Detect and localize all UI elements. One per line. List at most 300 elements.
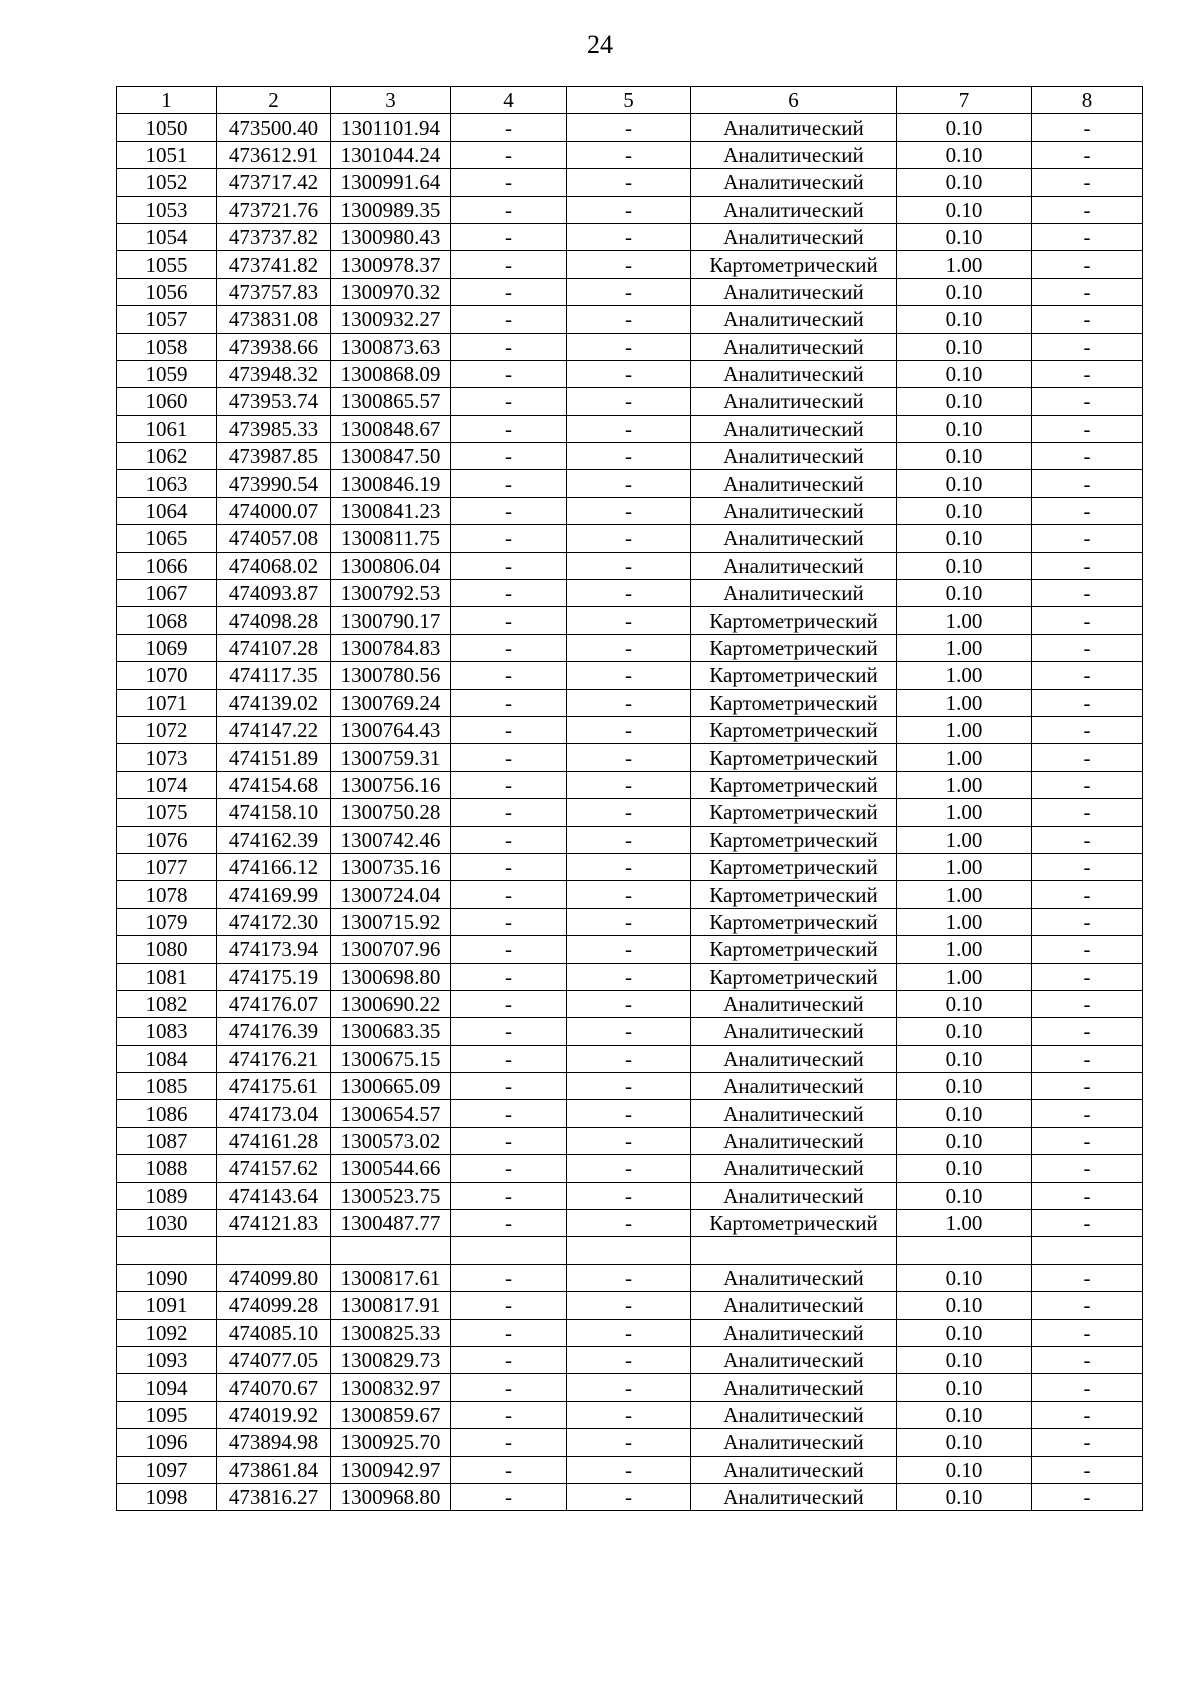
- column-8-cell: -: [1032, 881, 1143, 908]
- y-coordinate-cell: 1300523.75: [331, 1182, 451, 1209]
- column-5-cell: -: [567, 196, 691, 223]
- method-cell: [691, 1237, 897, 1264]
- point-number-cell: 1086: [117, 1100, 217, 1127]
- column-8-cell: -: [1032, 141, 1143, 168]
- table-row: [117, 771, 1143, 798]
- table-row: [117, 388, 1143, 415]
- column-5-cell: -: [567, 1210, 691, 1237]
- column-8-cell: -: [1032, 689, 1143, 716]
- table-row: [117, 1155, 1143, 1182]
- table-row: [117, 1319, 1143, 1346]
- column-5-cell: -: [567, 415, 691, 442]
- column-header: 6: [691, 87, 897, 114]
- method-cell: Аналитический: [691, 1045, 897, 1072]
- method-cell: Картометрический: [691, 634, 897, 661]
- x-coordinate-cell: 473500.40: [217, 114, 331, 141]
- column-5-cell: -: [567, 360, 691, 387]
- method-cell: Аналитический: [691, 990, 897, 1017]
- accuracy-cell: 0.10: [897, 1346, 1032, 1373]
- column-8-cell: -: [1032, 306, 1143, 333]
- y-coordinate-cell: [331, 1237, 451, 1264]
- column-4-cell: -: [451, 497, 567, 524]
- table-row: [117, 1264, 1143, 1291]
- point-number-cell: 1093: [117, 1346, 217, 1373]
- column-8-cell: -: [1032, 552, 1143, 579]
- table-row: [117, 908, 1143, 935]
- column-5-cell: -: [567, 1456, 691, 1483]
- y-coordinate-cell: 1300544.66: [331, 1155, 451, 1182]
- x-coordinate-cell: 474098.28: [217, 607, 331, 634]
- method-cell: Аналитический: [691, 1483, 897, 1510]
- column-4-cell: -: [451, 1264, 567, 1291]
- accuracy-cell: 1.00: [897, 963, 1032, 990]
- table-row: [117, 552, 1143, 579]
- column-5-cell: -: [567, 1018, 691, 1045]
- table-row: [117, 744, 1143, 771]
- method-cell: Аналитический: [691, 415, 897, 442]
- accuracy-cell: 0.10: [897, 497, 1032, 524]
- column-header: 2: [217, 87, 331, 114]
- y-coordinate-cell: 1300841.23: [331, 497, 451, 524]
- point-number-cell: 1081: [117, 963, 217, 990]
- column-4-cell: -: [451, 1483, 567, 1510]
- column-8-cell: -: [1032, 634, 1143, 661]
- accuracy-cell: 0.10: [897, 525, 1032, 552]
- table-row: [117, 415, 1143, 442]
- method-cell: Аналитический: [691, 223, 897, 250]
- x-coordinate-cell: 473953.74: [217, 388, 331, 415]
- column-8-cell: -: [1032, 333, 1143, 360]
- y-coordinate-cell: 1300978.37: [331, 251, 451, 278]
- method-cell: Картометрический: [691, 908, 897, 935]
- column-8-cell: -: [1032, 415, 1143, 442]
- column-8-cell: -: [1032, 908, 1143, 935]
- table-row: [117, 251, 1143, 278]
- x-coordinate-cell: 473721.76: [217, 196, 331, 223]
- point-number-cell: 1094: [117, 1374, 217, 1401]
- point-number-cell: 1071: [117, 689, 217, 716]
- y-coordinate-cell: 1300832.97: [331, 1374, 451, 1401]
- column-8-cell: -: [1032, 1210, 1143, 1237]
- point-number-cell: 1091: [117, 1292, 217, 1319]
- column-8-cell: -: [1032, 963, 1143, 990]
- column-8-cell: -: [1032, 1073, 1143, 1100]
- x-coordinate-cell: 474162.39: [217, 826, 331, 853]
- method-cell: Аналитический: [691, 1374, 897, 1401]
- method-cell: Аналитический: [691, 552, 897, 579]
- method-cell: Картометрический: [691, 963, 897, 990]
- column-5-cell: -: [567, 443, 691, 470]
- point-number-cell: 1083: [117, 1018, 217, 1045]
- point-number-cell: 1079: [117, 908, 217, 935]
- point-number-cell: 1061: [117, 415, 217, 442]
- column-8-cell: -: [1032, 497, 1143, 524]
- accuracy-cell: 1.00: [897, 826, 1032, 853]
- accuracy-cell: 1.00: [897, 251, 1032, 278]
- y-coordinate-cell: 1300683.35: [331, 1018, 451, 1045]
- y-coordinate-cell: 1300942.97: [331, 1456, 451, 1483]
- x-coordinate-cell: 474175.19: [217, 963, 331, 990]
- point-number-cell: 1095: [117, 1401, 217, 1428]
- accuracy-cell: 1.00: [897, 936, 1032, 963]
- table-row: [117, 1127, 1143, 1154]
- y-coordinate-cell: 1300750.28: [331, 799, 451, 826]
- column-5-cell: -: [567, 936, 691, 963]
- table-row: [117, 881, 1143, 908]
- column-5-cell: -: [567, 251, 691, 278]
- method-cell: Аналитический: [691, 1429, 897, 1456]
- column-5-cell: -: [567, 881, 691, 908]
- column-5-cell: [567, 1237, 691, 1264]
- x-coordinate-cell: 474154.68: [217, 771, 331, 798]
- column-8-cell: -: [1032, 169, 1143, 196]
- point-number-cell: 1056: [117, 278, 217, 305]
- table-row: [117, 1100, 1143, 1127]
- accuracy-cell: 1.00: [897, 744, 1032, 771]
- method-cell: Аналитический: [691, 1292, 897, 1319]
- x-coordinate-cell: 474099.80: [217, 1264, 331, 1291]
- accuracy-cell: 1.00: [897, 1210, 1032, 1237]
- column-8-cell: -: [1032, 1264, 1143, 1291]
- column-5-cell: -: [567, 580, 691, 607]
- column-4-cell: -: [451, 443, 567, 470]
- x-coordinate-cell: 474176.07: [217, 990, 331, 1017]
- table-row: [117, 716, 1143, 743]
- method-cell: Аналитический: [691, 333, 897, 360]
- x-coordinate-cell: 474161.28: [217, 1127, 331, 1154]
- column-4-cell: -: [451, 1045, 567, 1072]
- point-number-cell: 1051: [117, 141, 217, 168]
- y-coordinate-cell: 1300932.27: [331, 306, 451, 333]
- column-4-cell: -: [451, 1155, 567, 1182]
- method-cell: Аналитический: [691, 196, 897, 223]
- column-5-cell: -: [567, 1073, 691, 1100]
- column-4-cell: -: [451, 470, 567, 497]
- method-cell: Картометрический: [691, 826, 897, 853]
- x-coordinate-cell: 474070.67: [217, 1374, 331, 1401]
- column-5-cell: -: [567, 716, 691, 743]
- column-8-cell: -: [1032, 662, 1143, 689]
- table-row: [117, 169, 1143, 196]
- point-number-cell: 1052: [117, 169, 217, 196]
- column-8-cell: -: [1032, 114, 1143, 141]
- column-4-cell: -: [451, 744, 567, 771]
- accuracy-cell: 0.10: [897, 360, 1032, 387]
- point-number-cell: 1080: [117, 936, 217, 963]
- method-cell: Аналитический: [691, 580, 897, 607]
- accuracy-cell: 0.10: [897, 196, 1032, 223]
- y-coordinate-cell: 1300665.09: [331, 1073, 451, 1100]
- x-coordinate-cell: 474157.62: [217, 1155, 331, 1182]
- y-coordinate-cell: 1300817.91: [331, 1292, 451, 1319]
- point-number-cell: 1092: [117, 1319, 217, 1346]
- x-coordinate-cell: 474000.07: [217, 497, 331, 524]
- point-number-cell: 1070: [117, 662, 217, 689]
- column-8-cell: -: [1032, 1155, 1143, 1182]
- method-cell: Аналитический: [691, 1073, 897, 1100]
- column-4-cell: -: [451, 169, 567, 196]
- point-number-cell: 1067: [117, 580, 217, 607]
- accuracy-cell: 0.10: [897, 415, 1032, 442]
- table-row: [117, 1292, 1143, 1319]
- y-coordinate-cell: 1300487.77: [331, 1210, 451, 1237]
- point-number-cell: 1065: [117, 525, 217, 552]
- column-5-cell: -: [567, 1429, 691, 1456]
- x-coordinate-cell: 473741.82: [217, 251, 331, 278]
- accuracy-cell: 1.00: [897, 799, 1032, 826]
- method-cell: Аналитический: [691, 497, 897, 524]
- table-row: [117, 1483, 1143, 1510]
- accuracy-cell: 0.10: [897, 1292, 1032, 1319]
- point-number-cell: 1087: [117, 1127, 217, 1154]
- column-4-cell: -: [451, 853, 567, 880]
- point-number-cell: 1097: [117, 1456, 217, 1483]
- table-row: [117, 662, 1143, 689]
- column-4-cell: -: [451, 278, 567, 305]
- accuracy-cell: 0.10: [897, 1264, 1032, 1291]
- x-coordinate-cell: 473816.27: [217, 1483, 331, 1510]
- column-4-cell: -: [451, 881, 567, 908]
- y-coordinate-cell: 1300848.67: [331, 415, 451, 442]
- x-coordinate-cell: 473987.85: [217, 443, 331, 470]
- table-row: [117, 470, 1143, 497]
- method-cell: Аналитический: [691, 1182, 897, 1209]
- column-4-cell: -: [451, 1346, 567, 1373]
- column-5-cell: -: [567, 771, 691, 798]
- point-number-cell: 1068: [117, 607, 217, 634]
- x-coordinate-cell: 474085.10: [217, 1319, 331, 1346]
- column-4-cell: -: [451, 306, 567, 333]
- accuracy-cell: 0.10: [897, 169, 1032, 196]
- y-coordinate-cell: 1300780.56: [331, 662, 451, 689]
- point-number-cell: 1084: [117, 1045, 217, 1072]
- method-cell: Картометрический: [691, 662, 897, 689]
- column-8-cell: -: [1032, 443, 1143, 470]
- column-4-cell: -: [451, 990, 567, 1017]
- column-8-cell: -: [1032, 936, 1143, 963]
- coordinates-table: [116, 86, 1143, 1511]
- table-row: [117, 634, 1143, 661]
- accuracy-cell: 0.10: [897, 333, 1032, 360]
- column-4-cell: -: [451, 388, 567, 415]
- column-8-cell: -: [1032, 1127, 1143, 1154]
- point-number-cell: 1072: [117, 716, 217, 743]
- accuracy-cell: 1.00: [897, 881, 1032, 908]
- column-4-cell: -: [451, 1210, 567, 1237]
- accuracy-cell: 0.10: [897, 388, 1032, 415]
- column-4-cell: -: [451, 1429, 567, 1456]
- method-cell: Картометрический: [691, 716, 897, 743]
- column-5-cell: -: [567, 223, 691, 250]
- table-row: [117, 1210, 1143, 1237]
- y-coordinate-cell: 1300698.80: [331, 963, 451, 990]
- y-coordinate-cell: 1300742.46: [331, 826, 451, 853]
- accuracy-cell: 1.00: [897, 607, 1032, 634]
- x-coordinate-cell: 474099.28: [217, 1292, 331, 1319]
- column-8-cell: -: [1032, 1429, 1143, 1456]
- x-coordinate-cell: 474143.64: [217, 1182, 331, 1209]
- point-number-cell: 1090: [117, 1264, 217, 1291]
- x-coordinate-cell: 474077.05: [217, 1346, 331, 1373]
- y-coordinate-cell: 1300825.33: [331, 1319, 451, 1346]
- accuracy-cell: 0.10: [897, 223, 1032, 250]
- point-number-cell: 1057: [117, 306, 217, 333]
- table-row: [117, 114, 1143, 141]
- table-row: [117, 1018, 1143, 1045]
- accuracy-cell: 1.00: [897, 662, 1032, 689]
- x-coordinate-cell: 474139.02: [217, 689, 331, 716]
- y-coordinate-cell: 1300989.35: [331, 196, 451, 223]
- method-cell: Аналитический: [691, 470, 897, 497]
- point-number-cell: 1064: [117, 497, 217, 524]
- accuracy-cell: 0.10: [897, 1100, 1032, 1127]
- column-5-cell: -: [567, 689, 691, 716]
- column-8-cell: -: [1032, 525, 1143, 552]
- x-coordinate-cell: 474166.12: [217, 853, 331, 880]
- accuracy-cell: 0.10: [897, 1127, 1032, 1154]
- table-row: [117, 525, 1143, 552]
- x-coordinate-cell: 473861.84: [217, 1456, 331, 1483]
- y-coordinate-cell: 1300764.43: [331, 716, 451, 743]
- table-row: [117, 799, 1143, 826]
- table-body: [117, 114, 1143, 1511]
- y-coordinate-cell: 1300790.17: [331, 607, 451, 634]
- column-5-cell: -: [567, 744, 691, 771]
- method-cell: Картометрический: [691, 744, 897, 771]
- column-8-cell: -: [1032, 1319, 1143, 1346]
- accuracy-cell: 0.10: [897, 443, 1032, 470]
- column-5-cell: -: [567, 1319, 691, 1346]
- accuracy-cell: 0.10: [897, 1483, 1032, 1510]
- y-coordinate-cell: 1300968.80: [331, 1483, 451, 1510]
- method-cell: Аналитический: [691, 388, 897, 415]
- column-header: 1: [117, 87, 217, 114]
- y-coordinate-cell: 1300784.83: [331, 634, 451, 661]
- y-coordinate-cell: 1300865.57: [331, 388, 451, 415]
- table-row: [117, 360, 1143, 387]
- table-row: [117, 580, 1143, 607]
- accuracy-cell: 0.10: [897, 552, 1032, 579]
- table-row: [117, 607, 1143, 634]
- table-row: [117, 1045, 1143, 1072]
- table-row: [117, 990, 1143, 1017]
- method-cell: Аналитический: [691, 360, 897, 387]
- column-8-cell: -: [1032, 580, 1143, 607]
- column-4-cell: -: [451, 1073, 567, 1100]
- column-5-cell: -: [567, 1346, 691, 1373]
- accuracy-cell: 0.10: [897, 1155, 1032, 1182]
- column-5-cell: -: [567, 1264, 691, 1291]
- column-8-cell: -: [1032, 716, 1143, 743]
- table-row: [117, 1237, 1143, 1264]
- column-4-cell: -: [451, 196, 567, 223]
- method-cell: Картометрический: [691, 251, 897, 278]
- x-coordinate-cell: 473948.32: [217, 360, 331, 387]
- column-4-cell: -: [451, 716, 567, 743]
- method-cell: Аналитический: [691, 1401, 897, 1428]
- table-row: [117, 141, 1143, 168]
- method-cell: Аналитический: [691, 1100, 897, 1127]
- table-row: [117, 306, 1143, 333]
- column-8-cell: -: [1032, 1018, 1143, 1045]
- method-cell: Аналитический: [691, 1018, 897, 1045]
- column-4-cell: -: [451, 114, 567, 141]
- method-cell: Картометрический: [691, 799, 897, 826]
- table-row: [117, 1182, 1143, 1209]
- accuracy-cell: 0.10: [897, 580, 1032, 607]
- method-cell: Аналитический: [691, 525, 897, 552]
- method-cell: Аналитический: [691, 443, 897, 470]
- method-cell: Картометрический: [691, 881, 897, 908]
- point-number-cell: 1062: [117, 443, 217, 470]
- accuracy-cell: 0.10: [897, 278, 1032, 305]
- y-coordinate-cell: 1300759.31: [331, 744, 451, 771]
- x-coordinate-cell: 474068.02: [217, 552, 331, 579]
- column-5-cell: -: [567, 169, 691, 196]
- accuracy-cell: 0.10: [897, 1182, 1032, 1209]
- x-coordinate-cell: 474057.08: [217, 525, 331, 552]
- table-row: [117, 497, 1143, 524]
- column-header: 7: [897, 87, 1032, 114]
- column-5-cell: -: [567, 470, 691, 497]
- accuracy-cell: 0.10: [897, 1374, 1032, 1401]
- column-8-cell: -: [1032, 1182, 1143, 1209]
- method-cell: Картометрический: [691, 607, 897, 634]
- accuracy-cell: 1.00: [897, 853, 1032, 880]
- x-coordinate-cell: 474107.28: [217, 634, 331, 661]
- point-number-cell: 1074: [117, 771, 217, 798]
- column-5-cell: -: [567, 525, 691, 552]
- column-5-cell: -: [567, 278, 691, 305]
- column-header: 5: [567, 87, 691, 114]
- point-number-cell: 1069: [117, 634, 217, 661]
- column-4-cell: -: [451, 223, 567, 250]
- column-5-cell: -: [567, 306, 691, 333]
- column-4-cell: -: [451, 826, 567, 853]
- column-4-cell: -: [451, 1456, 567, 1483]
- column-8-cell: -: [1032, 1045, 1143, 1072]
- x-coordinate-cell: 473737.82: [217, 223, 331, 250]
- y-coordinate-cell: 1300980.43: [331, 223, 451, 250]
- column-8-cell: -: [1032, 360, 1143, 387]
- y-coordinate-cell: 1300868.09: [331, 360, 451, 387]
- accuracy-cell: 0.10: [897, 1429, 1032, 1456]
- accuracy-cell: 0.10: [897, 1018, 1032, 1045]
- y-coordinate-cell: 1300756.16: [331, 771, 451, 798]
- method-cell: Аналитический: [691, 169, 897, 196]
- accuracy-cell: 1.00: [897, 634, 1032, 661]
- x-coordinate-cell: 474172.30: [217, 908, 331, 935]
- column-4-cell: -: [451, 1374, 567, 1401]
- x-coordinate-cell: 474173.04: [217, 1100, 331, 1127]
- column-8-cell: -: [1032, 607, 1143, 634]
- column-8-cell: -: [1032, 1100, 1143, 1127]
- method-cell: Аналитический: [691, 278, 897, 305]
- table-row: [117, 1401, 1143, 1428]
- point-number-cell: 1055: [117, 251, 217, 278]
- y-coordinate-cell: 1300690.22: [331, 990, 451, 1017]
- point-number-cell: 1098: [117, 1483, 217, 1510]
- column-8-cell: -: [1032, 1401, 1143, 1428]
- column-8-cell: -: [1032, 853, 1143, 880]
- column-5-cell: -: [567, 1100, 691, 1127]
- x-coordinate-cell: 474019.92: [217, 1401, 331, 1428]
- column-8-cell: -: [1032, 470, 1143, 497]
- y-coordinate-cell: 1300829.73: [331, 1346, 451, 1373]
- point-number-cell: 1085: [117, 1073, 217, 1100]
- table-row: [117, 196, 1143, 223]
- x-coordinate-cell: 473985.33: [217, 415, 331, 442]
